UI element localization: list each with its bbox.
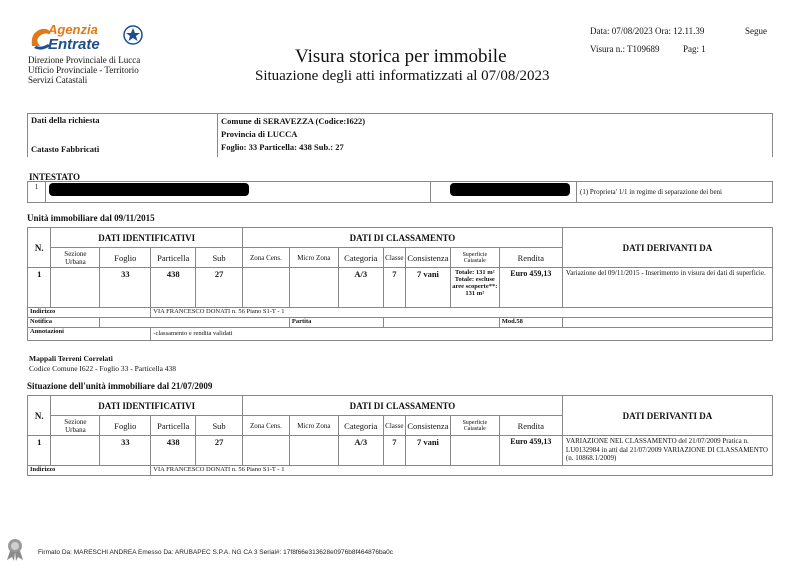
intestato-title: INTESTATO [29,172,81,182]
mappali-title: Mappali Terreni Correlati [29,354,113,363]
mappali-text: Codice Comune I622 - Foglio 33 - Particella 438 [29,364,177,373]
row-categoria: A/3 [338,436,383,466]
sub-micro: Micro Zona [289,416,338,436]
row-sub: 27 [196,436,243,466]
row-zona [243,436,290,466]
segue-label: Segue [745,26,767,36]
indirizzo-label: Indirizzo [28,308,151,318]
unit1-table [27,227,773,341]
sub-categoria: Categoria [338,248,383,268]
mod-value [562,318,772,328]
sub-sub: Sub [196,416,243,436]
sub-classe: Classe [383,416,405,436]
row-categoria: A/3 [338,268,383,308]
col-dati-derivanti: DATI DERIVANTI DA [562,396,772,436]
date-line: Data: 07/08/2023 Ora: 12.11.39 [590,26,705,36]
annotazioni-label: Annotazioni [28,328,151,341]
sub-classe: Classe [383,248,405,268]
sub-foglio: Foglio [100,416,151,436]
row-sezione [51,268,100,308]
indirizzo-label: Indirizzo [28,466,151,476]
sub-particella: Particella [151,416,196,436]
row-superficie [450,436,499,466]
row-consistenza: 7 vani [406,268,451,308]
row-zona [243,268,290,308]
sub-zona: Zona Cens. [243,416,290,436]
page-subtitle: Situazione degli atti informatizzati al 07/08/2023 [255,68,550,84]
sub-rendita: Rendita [499,248,562,268]
unit1-title: Unità immobiliare dal 09/11/2015 [27,213,155,223]
row-classe: 7 [383,268,405,308]
logo-line2: Entrate [48,36,100,53]
row-derivanti: Variazione del 09/11/2015 - Inserimento in visura dei dati di superficie. [562,268,772,308]
office-line: Servizi Catastali [28,75,88,85]
agency-logo [28,22,158,56]
row-foglio: 33 [100,268,151,308]
col-dati-identificativi: DATI IDENTIFICATIVI [51,396,243,416]
notifica-value [100,318,290,328]
office-line: Direzione Provinciale di Lucca [28,55,141,65]
sub-sub: Sub [196,248,243,268]
intestato-name-cell [46,182,431,203]
row-rendita: Euro 459,13 [499,268,562,308]
sub-particella: Particella [151,248,196,268]
sub-superficie: Superficie Catastale [450,248,499,268]
row-particella: 438 [151,268,196,308]
request-comune: Comune di SERAVEZZA (Codice:I622) [221,116,366,126]
visura-number: Visura n.: T109689 [590,44,660,54]
request-provincia: Provincia di LUCCA [221,129,298,139]
sub-consistenza: Consistenza [406,248,451,268]
unit2-title: Situazione dell'unità immobiliare dal 21/07/2009 [27,381,213,391]
page-number: Pag: 1 [683,44,706,54]
request-foglio: Foglio: 33 Particella: 438 Sub.: 27 [221,142,344,152]
sub-foglio: Foglio [100,248,151,268]
office-line: Ufficio Provinciale - Territorio [28,65,139,75]
request-info [218,114,773,158]
sub-micro: Micro Zona [289,248,338,268]
mod-label: Mod.58 [499,318,562,328]
row-foglio: 33 [100,436,151,466]
indirizzo-value: VIA FRANCESCO DONATI n. 56 Piano S1-T - 1 [151,466,773,476]
row-sub: 27 [196,268,243,308]
row-n: 1 [28,268,51,308]
signature-seal-icon [4,537,26,561]
digital-signature: Firmato Da: MARESCHI ANDREA Emesso Da: ARUBAPEC S.P.A. NG CA 3 Serial#: 17f8f66e313628e0976b8f464876ba0c [38,549,394,556]
row-particella: 438 [151,436,196,466]
sub-zona: Zona Cens. [243,248,290,268]
annotazioni-value: -classamento e rendita validati [151,328,773,341]
col-n: N. [28,228,51,268]
col-dati-classamento: DATI DI CLASSAMENTO [243,396,563,416]
row-rendita: Euro 459,13 [499,436,562,466]
col-dati-identificativi: DATI IDENTIFICATIVI [51,228,243,248]
sub-sezione: Sezione Urbana [51,416,100,436]
partita-label: Partita [289,318,383,328]
intestato-right: (1) Proprieta' 1/1 in regime di separazione dei beni [577,182,773,203]
col-dati-derivanti: DATI DERIVANTI DA [562,228,772,268]
row-micro [289,436,338,466]
row-micro [289,268,338,308]
intestato-row-number: 1 [28,182,46,203]
sub-categoria: Categoria [338,416,383,436]
row-n: 1 [28,436,51,466]
row-consistenza: 7 vani [406,436,451,466]
sub-rendita: Rendita [499,416,562,436]
sub-consistenza: Consistenza [406,416,451,436]
row-classe: 7 [383,436,405,466]
request-label: Dati della richiesta [28,114,218,158]
row-superficie: Totale: 131 m² Totale: escluse aree scoperte**: 131 m² [450,268,499,308]
page-title: Visura storica per immobile [295,46,507,67]
request-table [27,113,773,157]
row-sezione [51,436,100,466]
redacted-name [49,183,249,196]
intestato-table [27,181,773,203]
sub-sezione: Sezione Urbana [51,248,100,268]
intestato-code-cell [431,182,577,203]
logo-line1: Agenzia [48,22,98,37]
redacted-code [450,183,570,196]
sub-superficie: Superficie Catastale [450,416,499,436]
emblem-icon [122,24,144,46]
row-derivanti: VARIAZIONE NEL CLASSAMENTO del 21/07/2009 Pratica n. LU0132984 in atti dal 21/07/2009 VARIAZIONE DI CLASSAMENTO (n. 10868.1/2009) [562,436,772,466]
col-n: N. [28,396,51,436]
partita-value [383,318,499,328]
notifica-label: Notifica [28,318,100,328]
col-dati-classamento: DATI DI CLASSAMENTO [243,228,563,248]
catasto-label: Catasto Fabbricati [31,144,100,154]
unit2-table [27,395,773,476]
indirizzo-value: VIA FRANCESCO DONATI n. 56 Piano S1-T - 1 [151,308,773,318]
office-block [28,55,140,85]
